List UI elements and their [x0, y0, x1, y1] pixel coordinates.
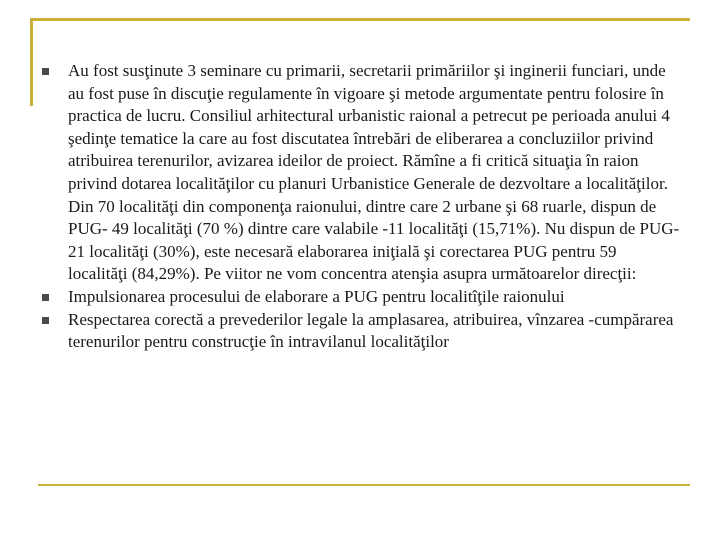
bullet-text: Au fost susţinute 3 seminare cu primarii, secretarii primăriilor şi inginerii funciari, unde au fost puse în discuţie regulamente în vigoare şi metode argumentate pentru folosire în practica de lucru. Consiliul arhitectural urbanistic raional a petrecut pe perioada anului 4 şedinţe tematice la care au fost discutatea întrebări de eliberarea a concluziilor privind atribuirea terenurilor, avizarea ideilor de proiect. Rămîne a fi critică situaţia în raion privind dotarea localităţilor cu planuri Urbanistice Generale de dezvoltare a localităţilor. Din 70 localităţi din componenţa raionului, dintre care 2 urbane şi 68 ruarle, dispun de PUG- 49 localităţi (70 %) dintre care valabile -11 localităţi (15,71%). Nu dispun de PUG- 21 localităţi (30%), este necesară elaborarea iniţială şi corectarea PUG pentru 59 localităţi (84,29%). Pe viitor ne vom concentra atenşia asupra următoarelor direcţii:	[68, 61, 680, 284]
bullet-text: Impulsionarea procesului de elaborare a PUG pentru localitîţile raionului	[68, 286, 565, 306]
accent-bottom-line	[38, 484, 690, 486]
accent-top-line	[30, 18, 690, 21]
accent-vertical-line	[30, 18, 33, 106]
square-bullet-icon	[42, 68, 49, 75]
bullet-item-3	[40, 309, 680, 354]
bullet-text: Respectarea corectă a prevederilor legale la amplasarea, atribuirea, vînzarea -cumpărarea terenurilor pentru construcţie în intravilanul localităţilor	[68, 309, 674, 352]
bullet-item-1	[40, 60, 680, 286]
slide-content	[40, 60, 680, 354]
square-bullet-icon	[42, 317, 49, 324]
bullet-item-2	[40, 286, 680, 309]
square-bullet-icon	[42, 294, 49, 301]
